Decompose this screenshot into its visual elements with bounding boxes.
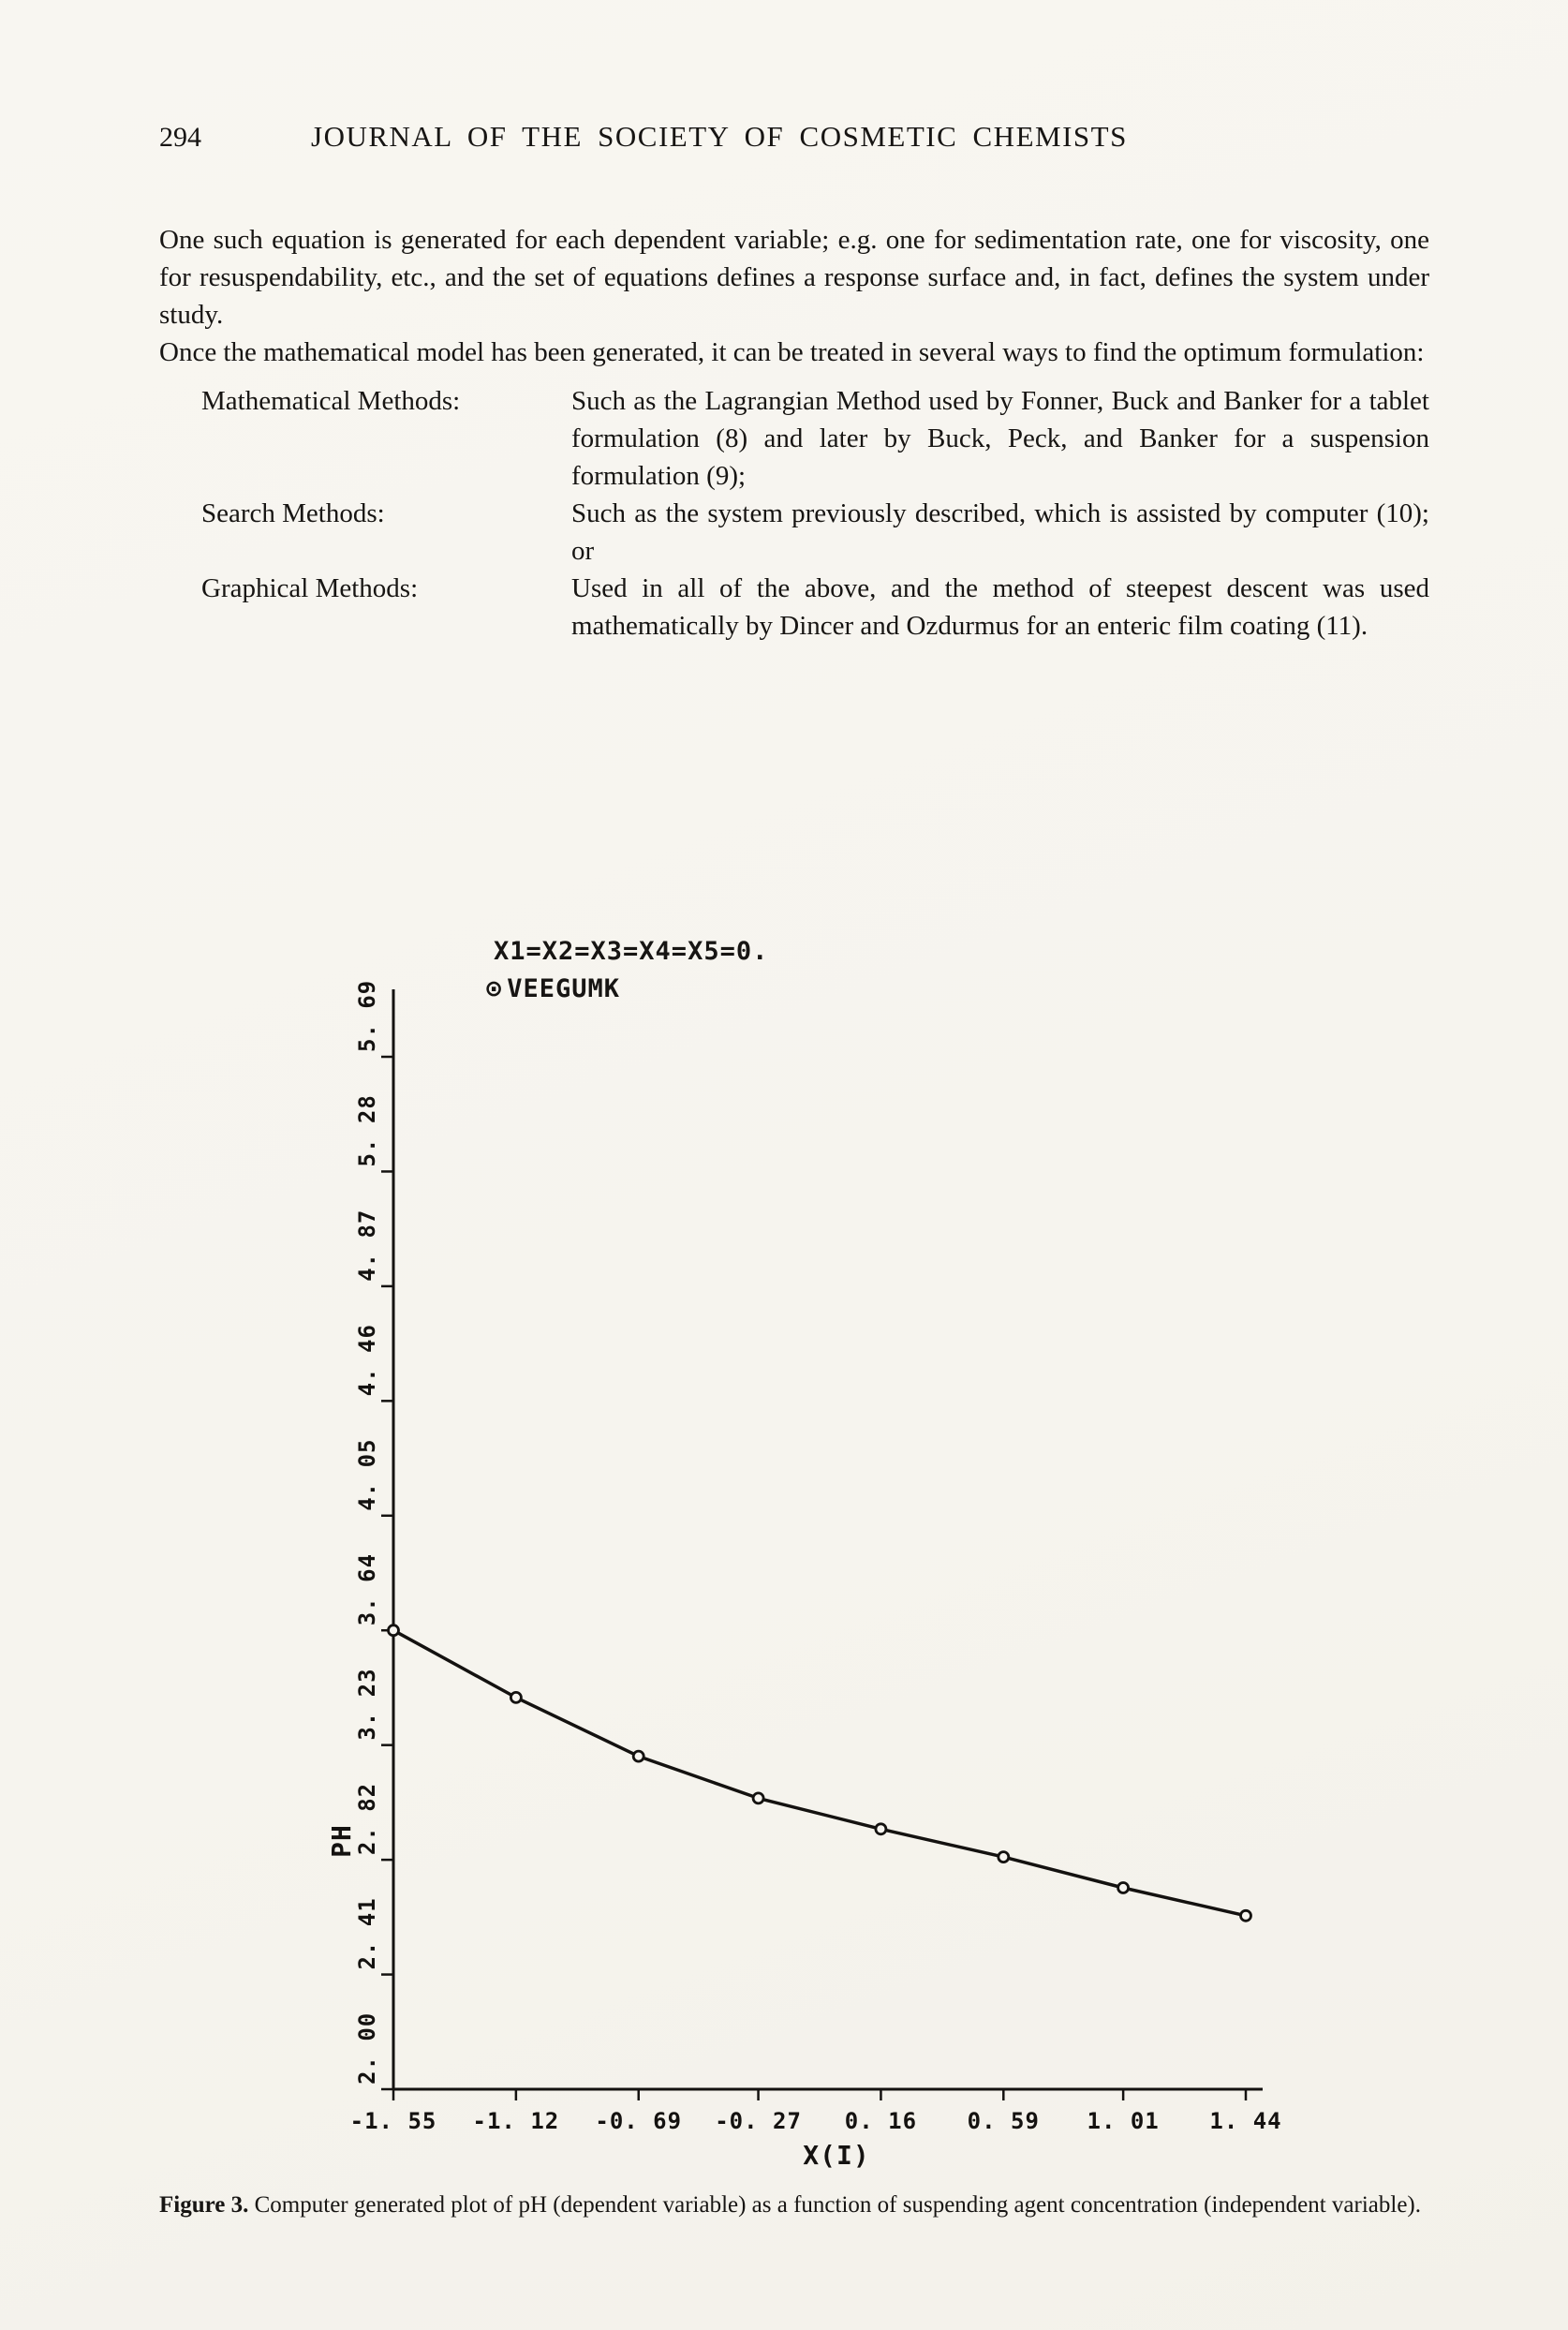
paragraph-model: Once the mathematical model has been generated, it can be treated in several ways to find the optimum formulation: <box>159 337 1425 367</box>
method-label: Mathematical Methods: <box>201 386 461 416</box>
circle-dot-marker-icon: ⊙ <box>486 974 503 1003</box>
y-tick-label: 4. 05 <box>354 1438 380 1511</box>
page-number: 294 <box>159 122 201 153</box>
data-point-marker <box>753 1793 763 1803</box>
figure-caption-text: Computer generated plot of pH (dependent variable) as a function of suspending agent concentration (independent variable). <box>254 2192 1422 2218</box>
article-body <box>159 221 1429 645</box>
page-header <box>159 120 1429 161</box>
y-tick-label: 2. 41 <box>354 1897 380 1970</box>
method-text: Such as the system previously described, which is assisted by computer (10); or <box>571 498 1429 566</box>
y-tick-label: 2. 82 <box>354 1782 380 1856</box>
y-tick-label: 3. 23 <box>354 1668 380 1741</box>
y-tick-label: 5. 69 <box>354 979 380 1052</box>
x-tick-label: -1. 12 <box>472 2108 560 2134</box>
data-point-marker <box>998 1852 1009 1863</box>
paragraph-equations: One such equation is generated for each dependent variable; e.g. one for sedimentation rate, one for viscosity, one for resuspendability, etc., and the set of equations defines a response surface and, in fact, defines the system under study. <box>159 225 1429 330</box>
x-tick-label: -0. 27 <box>715 2108 802 2134</box>
data-point-marker <box>1118 1883 1129 1893</box>
x-tick-label: 0. 16 <box>844 2108 918 2134</box>
data-point-marker <box>1241 1910 1251 1921</box>
method-text: Such as the Lagrangian Method used by Fonner, Buck and Banker for a tablet formulation (8) and later by Buck, Peck, and Banker for a suspension formulation (9); <box>571 386 1429 491</box>
method-label: Search Methods: <box>201 498 385 528</box>
x-tick-label: -0. 69 <box>595 2108 683 2134</box>
y-tick-label: 5. 28 <box>354 1094 380 1167</box>
method-item <box>159 382 1429 495</box>
x-tick-label: -1. 55 <box>349 2108 437 2134</box>
x-axis-title: X(I) <box>803 2140 870 2171</box>
x-tick-label: 1. 44 <box>1209 2108 1282 2134</box>
x-tick-label: 0. 59 <box>967 2108 1040 2134</box>
data-point-marker <box>633 1751 643 1761</box>
plot-legend <box>486 974 620 1003</box>
journal-title: JOURNAL OF THE SOCIETY OF COSMETIC CHEMISTS <box>311 120 1128 153</box>
x-tick-label: 1. 01 <box>1087 2108 1160 2134</box>
y-tick-label: 3. 64 <box>354 1552 380 1626</box>
y-axis-title: PH <box>326 1824 357 1858</box>
method-item <box>159 570 1429 645</box>
y-tick-label: 4. 46 <box>354 1324 380 1397</box>
legend-series-label: VEEGUMK <box>507 974 621 1003</box>
data-point-marker <box>876 1824 886 1834</box>
y-tick-label: 2. 00 <box>354 2011 380 2085</box>
ph-curve <box>393 1630 1246 1916</box>
data-point-marker <box>510 1692 521 1702</box>
figure-caption <box>159 2189 1429 2221</box>
plot-annotation: X1=X2=X3=X4=X5=0. <box>494 937 769 966</box>
y-tick-label: 4. 87 <box>354 1209 380 1282</box>
method-item <box>159 495 1429 570</box>
method-label: Graphical Methods: <box>201 573 419 603</box>
methods-list <box>159 382 1429 645</box>
figure-caption-label: Figure 3. <box>159 2192 249 2218</box>
data-point-marker <box>389 1625 399 1636</box>
method-text: Used in all of the above, and the method of steepest descent was used mathematically by Dincer and Ozdurmus for an enteric film coating (11). <box>571 573 1429 641</box>
